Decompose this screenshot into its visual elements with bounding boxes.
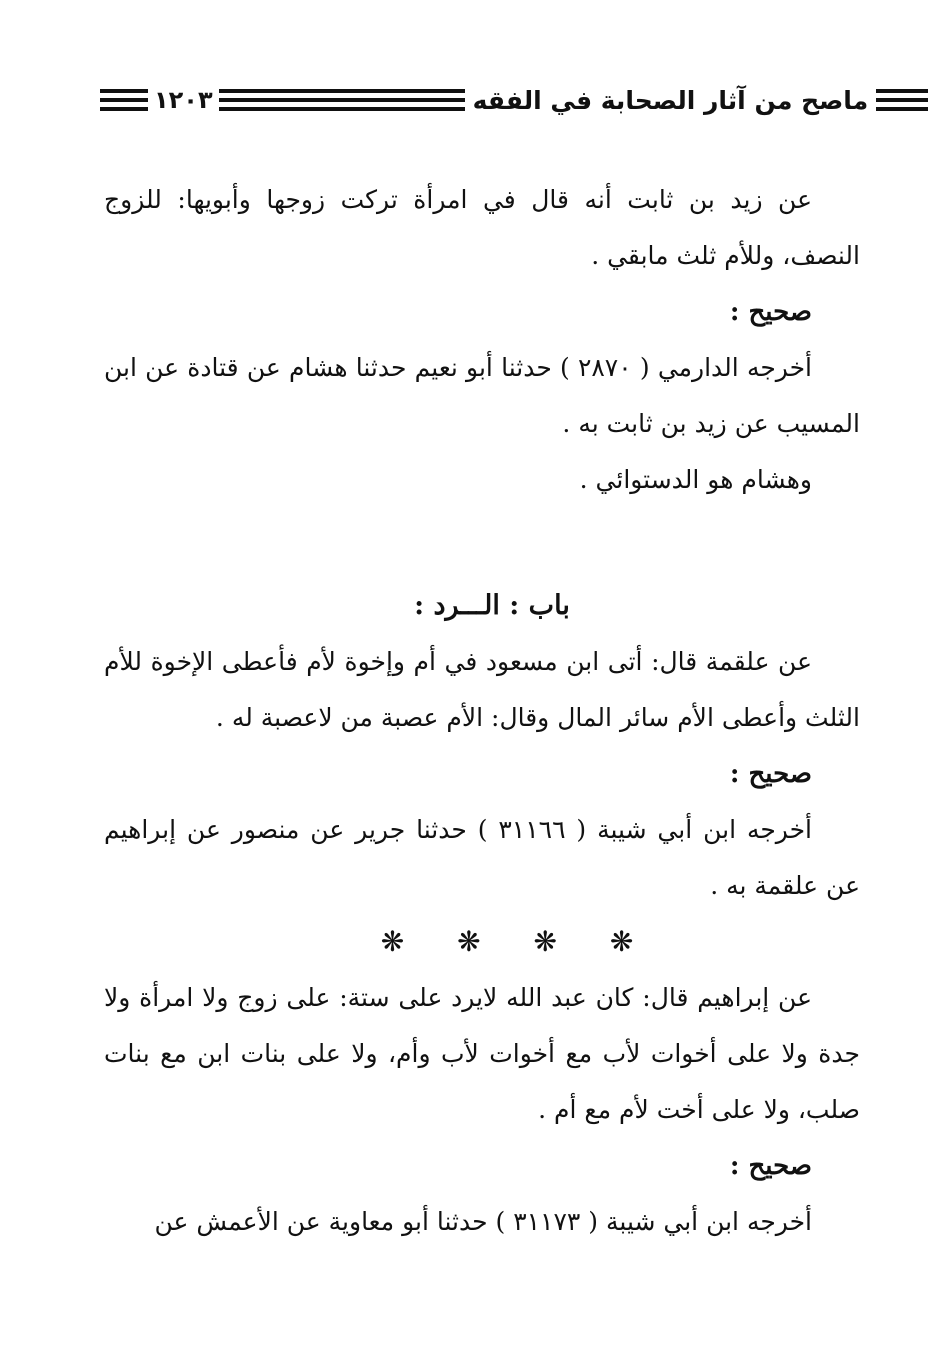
asterism-separator — [104, 914, 860, 970]
asterisk-ornament: ❋ — [609, 925, 634, 958]
athar-text: عن زيد بن ثابت أنه قال في امرأة تركت زوجها وأبويها: للزوج النصف، وللأم ثلث مابقي . — [104, 185, 860, 270]
takhrij-text: أخرجه ابن أبي شيبة ( ٣١١٦٦ ) حدثنا جرير عن منصور عن إبراهيم عن علقمة به . — [104, 815, 860, 900]
book-title: ماصح من آثار الصحابة في الفقه — [472, 85, 869, 115]
asterisk-ornament: ❋ — [457, 925, 481, 958]
chapter-heading: باب : الـــرد : — [414, 590, 570, 621]
grade-heading: صحيح : — [729, 759, 812, 789]
takhrij-text: أخرجه ابن أبي شيبة ( ٣١١٧٣ ) حدثنا أبو معاوية عن الأعمش عن — [154, 1207, 812, 1236]
athar-text: عن إبراهيم قال: كان عبد الله لايرد على ستة: على زوج ولا امرأة ولا جدة ولا على أخوات لأب مع أخوات لأب وأم، ولا على بنات ابن مع بنات صلب، ولا على أخت لأم مع أم . — [104, 983, 860, 1124]
header-rule-left — [100, 89, 148, 111]
grade-heading: صحيح : — [729, 297, 812, 327]
page-number: ١٢٠٣ — [154, 86, 213, 114]
note-text: وهشام هو الدستوائي . — [579, 465, 812, 494]
asterisk-ornament: ❋ — [533, 925, 557, 958]
takhrij-text: أخرجه الدارمي ( ٢٨٧٠ ) حدثنا أبو نعيم حدثنا هشام عن قتادة عن ابن المسيب عن زيد بن ثابت به . — [104, 353, 860, 438]
body-text — [104, 172, 860, 1250]
asterisk-ornament: ❋ — [380, 925, 405, 958]
running-header — [100, 78, 870, 122]
header-rule-middle — [219, 89, 465, 111]
header-rule-right — [876, 89, 928, 111]
athar-text: عن علقمة قال: أتى ابن مسعود في أم وإخوة لأم فأعطى الإخوة للأم الثلث وأعطى الأم سائر المال وقال: الأم عصبة من لاعصبة له . — [104, 647, 860, 732]
grade-heading: صحيح : — [729, 1151, 812, 1181]
section-gap — [104, 508, 860, 578]
